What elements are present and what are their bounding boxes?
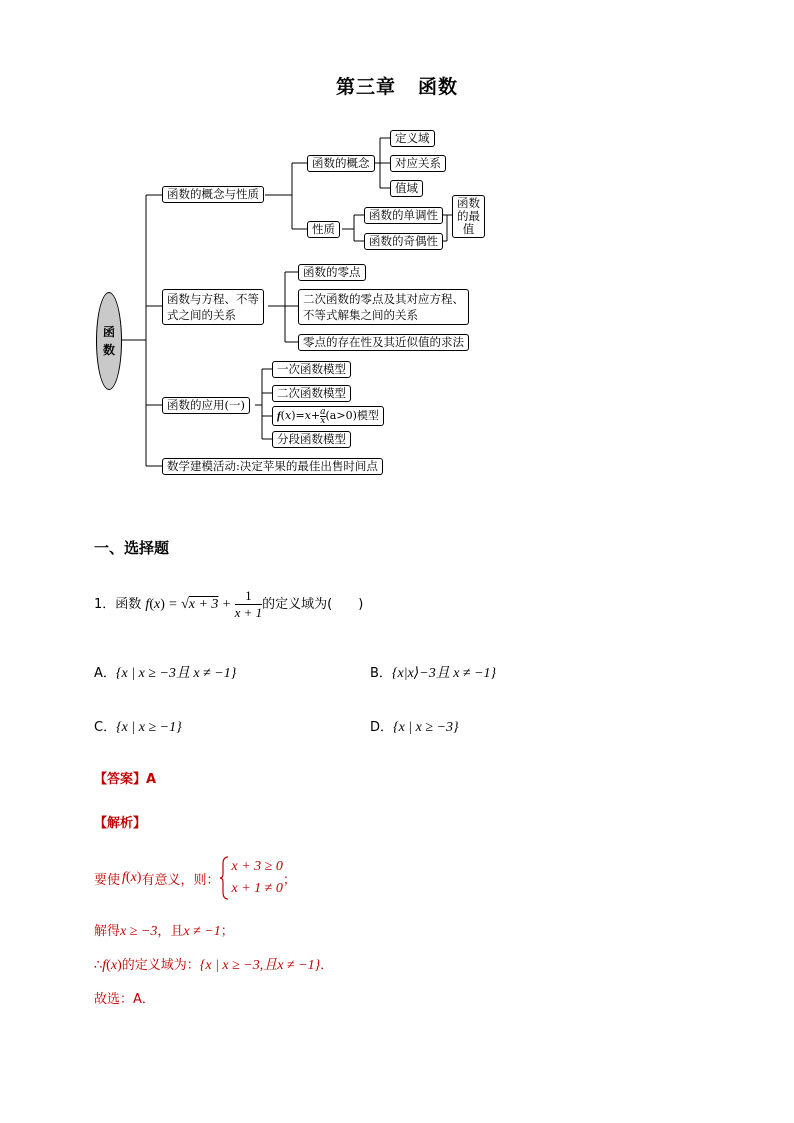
option-b: B．{x|x⟩−3且 x ≠ −1} [370,666,497,681]
analysis-line-2: 解得x ≥ −3，且x ≠ −1； [94,924,234,939]
node-piecewise-model: 分段函数模型 [272,431,351,448]
answer: 【答案】A [94,772,157,787]
section-heading: 一、选择题 [94,539,170,557]
option-a: A．{x | x ≥ −3且 x ≠ −1} [94,666,237,681]
chapter-number: 第三章 [335,76,396,98]
node-function-concept: 函数的概念 [307,155,375,172]
node-monotonicity: 函数的单调性 [364,207,443,224]
node-quadratic-model: 二次函数模型 [272,385,351,402]
brace-icon [219,856,229,900]
analysis-line-4: 故选：A． [94,992,155,1007]
node-concept-and-properties: 函数的概念与性质 [162,186,264,203]
analysis-line-1: 要使 f ( x ) 有意义，则： x + 3 ≥ 0 x + 1 ≠ 0 ； [94,856,296,900]
mindmap-connectors [0,0,794,520]
node-domain: 定义域 [390,130,435,147]
node-parity: 函数的奇偶性 [364,233,443,250]
analysis-label: 【解析】 [94,816,147,831]
mindmap-root: 函 数 [96,292,122,390]
node-range: 值域 [390,180,423,197]
node-modeling-activity: 数学建模活动:决定苹果的最佳出售时间点 [162,458,383,475]
node-extreme-values: 函数 的最 值 [452,195,485,238]
node-zeros: 函数的零点 [298,264,366,281]
node-correspondence: 对应关系 [390,155,446,172]
option-d: D．{x | x ≥ −3} [370,720,459,735]
node-properties: 性质 [307,221,340,238]
node-linear-model: 一次函数模型 [272,361,351,378]
chapter-name: 函数 [418,76,459,98]
node-quadratic-zeros: 二次函数的零点及其对应方程、 不等式解集之间的关系 [298,289,469,325]
option-c: C．{x | x ≥ −1} [94,720,182,735]
analysis-line-3: ∴f(x)的定义域为：{x | x ≥ −3,且x ≠ −1}． [94,958,334,973]
node-function-equation-inequality: 函数与方程、不等 式之间的关系 [162,289,264,325]
question-1: 1．函数 f(x) = √x + 3 + $\frac{1}{x + 1}$ 的定义域为( ) [94,588,364,620]
node-hook-function-model: f(x)=x+ $\frac{a}{x}$ (a>0)模型 [272,406,384,426]
node-zero-existence: 零点的存在性及其近似值的求法 [298,334,469,351]
node-function-applications: 函数的应用(一) [162,397,250,414]
